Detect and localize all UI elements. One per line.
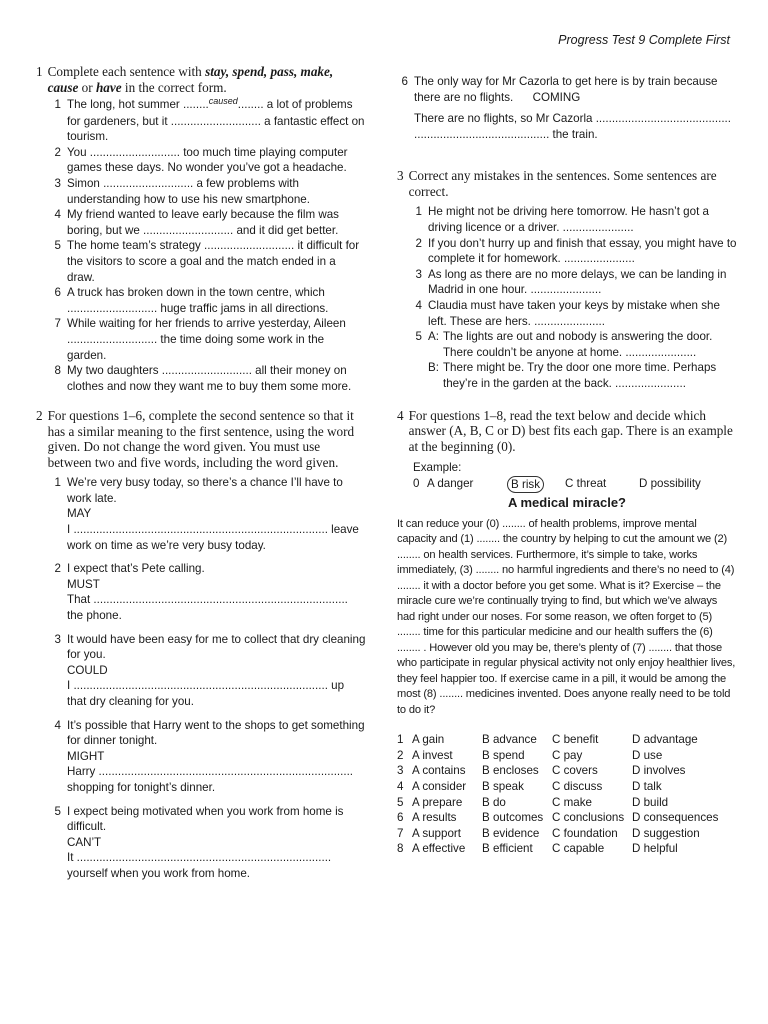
section-3-items [411,204,737,391]
passage-text: It can reduce your (0) ........ of health problems, improve mental capacity and (1) ........ the country by helping to cut the amount we (2) ........ on health services. Furthermore, it’s simple to take, works immediately, (3) ........ no harmful ingredients and there’s no need to (4) ........ it with a doctor before you get some. What is it? Exercise – the miracle cure we’re continually trying to find, but which we’ve always had right under our noses. For some reason, we often forget to (5) ........ time for this particular medicine and our health suffers the (6) ........ . However old you may be, there’s plenty of (7) ........ that those who participate in regular physical activity not only enjoy healthier lives, they feel happier too. If exercise came in a pill, it would be among the most (8) ........ medicines invented. Does anyone really need to be told to do it? [397,517,736,716]
key-word: COMING [532,90,581,104]
options-row: 7 A support B evidence C foundation D suggestion [397,826,700,840]
key-word: CAN’T [67,835,102,849]
options-row: 1 A gain B advance C benefit D advantage [397,733,698,747]
list-item: 8 My two daughters ............................ all their money on clothes and now they want me to buy them some more. [54,364,352,393]
list-item: 5 I expect being motivated when you work from home is difficult. CAN’T It ............................................................................... yourself when you work from home. [50,804,366,882]
list-item: 3 It would have been easy for me to collect that dry cleaning for you. COULD I ............................................................................... up that dry cleaning for you. [54,632,366,708]
list-item: 3 Simon ............................ a few problems with understanding how to use his new smartphone. [54,176,310,206]
left-column [36,64,366,890]
list-item: 5 The home team’s strategy ............................ it difficult for the visitors to score a goal and the match ended in a draw. [54,239,360,284]
passage-title: A medical miracle? [507,495,626,511]
list-item: 2 I expect that’s Pete calling. MUST That ............................................................................... the phone. [50,561,366,623]
list-item: 1 The long, hot summer ........$^{caused}$........ a lot of problems for gardeners, but it ............................ a fantastic effect on tourism. [54,96,365,144]
list-item: 7 While waiting for her friends to arrive yesterday, Aileen ............................ the time doing some work in the garden. [54,317,346,362]
list-item: 4 Claudia must have taken your keys by mistake when she left. These are hers. ...................... [415,298,720,328]
list-item: 1 We’re very busy today, so there’s a chance I’ll have to work late. MAY I ............................................................................... leave work on time as we’re very busy today. [50,475,366,553]
list-item: 2 You ............................ too much time playing computer games these days. No wonder you’ve got a headache. [54,145,348,175]
list-item: 2 If you don’t hurry up and finish that essay, you might have to complete it for homework. ...................... [415,236,737,266]
right-column [397,72,737,857]
example-block: Example: 0 A danger B risk C threat D possibility [413,460,737,493]
key-word: MUST [67,577,100,591]
list-item: 4 It’s possible that Harry went to the shops to get something for dinner tonight. MIGHT Harry ............................................................................... shopping for tonight’s dinner. [54,718,365,794]
list-item: 1 He might not be driving here tomorrow. He hasn’t got a driving licence or a driver. ...................... [415,205,709,234]
list-item: 6 A truck has broken down in the town centre, which ............................ huge traffic jams in all directions. [54,286,329,315]
section-2-items [50,475,366,881]
section-1-instruction: 1 Complete each sentence with stay, spend, pass, make, cause or have in the correct form. [36,64,334,95]
list-item: 3 As long as there are no more delays, we can be landing in Madrid in one hour. ...................... [415,267,727,297]
options-table [397,732,737,857]
options-row: 5 A prepare B do C make D build [397,795,669,809]
list-item: 5 A: The lights are out and nobody is answering the door. There couldn’t be anyone at home. ...................... B: There might be. Try the door one more time. Perhaps they’re in the garden at the back. ...................... [415,330,717,390]
example-circled-answer: B risk [507,476,544,494]
options-row: 8 A effective B efficient C capable D helpful [397,842,678,856]
section-4-instruction: 4 For questions 1–8, read the text below and decide which answer (A, B, C or D) best fits each gap. There is an example at the beginning (0). [397,407,733,454]
list-item: 6 The only way for Mr Cazorla to get here is by train because there are no flights. COMING There are no flights, so Mr Cazorla .......................................... .......................................... the train. [401,75,731,141]
options-row: 2 A invest B spend C pay D use [397,748,663,762]
example-answer: caused [208,96,238,106]
section-2-continued [397,74,737,142]
section-2-instruction: 2 For questions 1–6, complete the second sentence so that it has a similar meaning to the first sentence, using the word given. Do not change the word given. You must use between two and five words, including the word given. [36,408,355,470]
options-row: 3 A contains B encloses C covers D involves [397,764,686,778]
section-3-instruction: 3 Correct any mistakes in the sentences. Some sentences are correct. [397,168,717,199]
options-row: 6 A results B outcomes C conclusions D consequences [397,811,719,825]
page-header-title: Progress Test 9 Complete First [558,33,730,47]
key-word: MAY [67,507,92,521]
options-row: 4 A consider B speak C discuss D talk [397,780,662,794]
list-item: 4 My friend wanted to leave early because the film was boring, but we ............................ and it did get better. [54,208,339,237]
key-word: MIGHT [67,749,105,763]
section-1-items [50,97,366,394]
key-word: COULD [67,663,108,677]
